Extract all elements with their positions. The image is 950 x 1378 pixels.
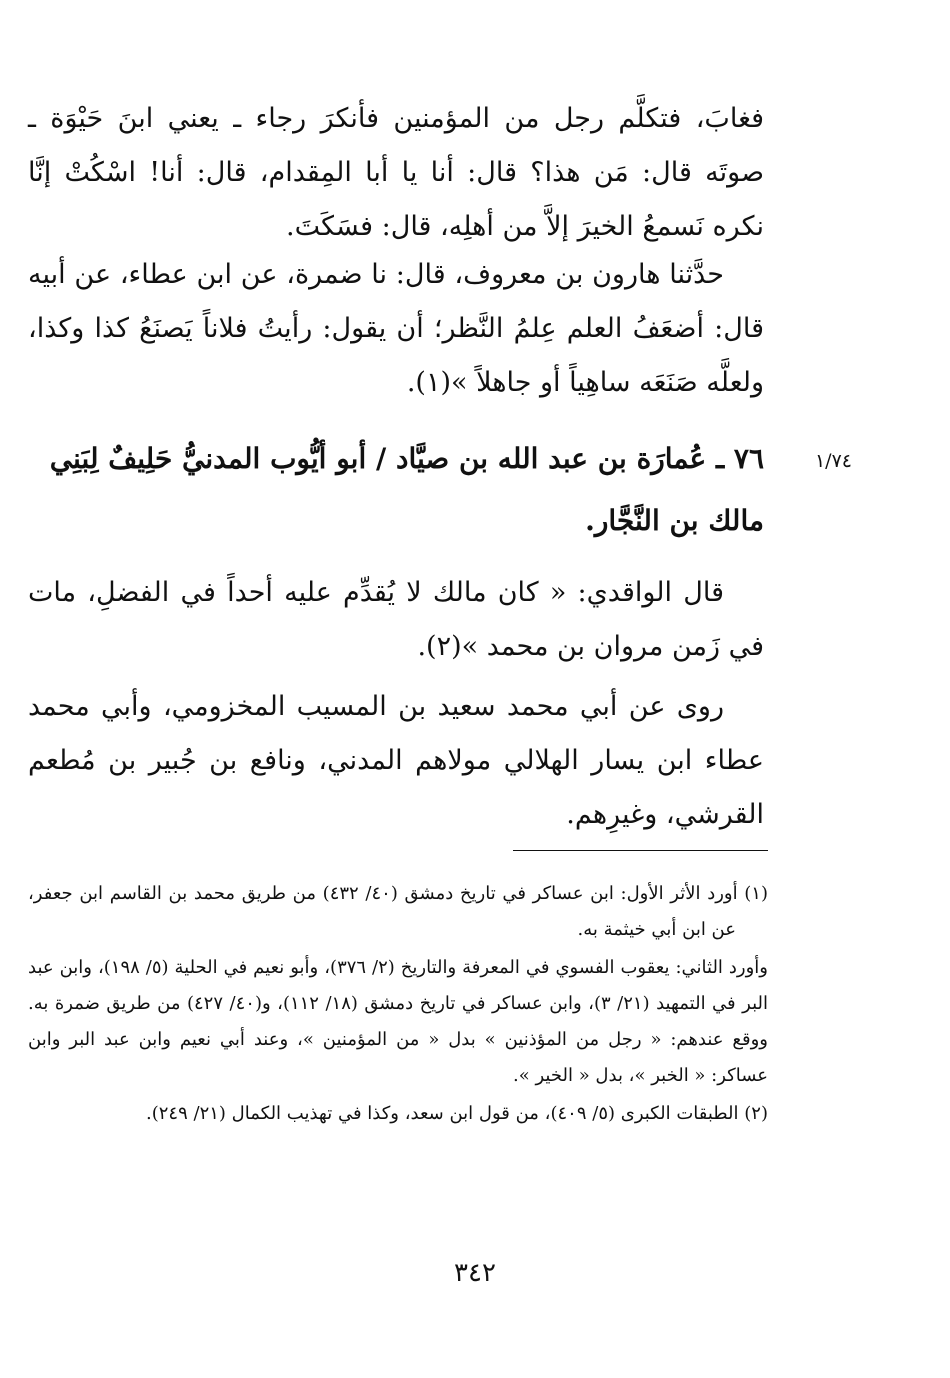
page-number: ٣٤٢ <box>454 1258 496 1288</box>
footnotes <box>28 876 768 1134</box>
paragraph-4: روى عن أبي محمد سعيد بن المسيب المخزومي، وأبي محمد عطاء ابن يسار الهلالي مولاهم المدني، ونافع بن جُبير بن مُطعم القرشي، وغيرِهم. <box>28 691 764 830</box>
paragraph-2: حدَّثنا هارون بن معروف، قال: نا ضمرة، عن ابن عطاء، عن أبيه قال: أضعَفُ العلم عِلمُ النَّظر؛ أن يقول: رأيتُ فلاناً يَصنَعُ كذا وكذا، ولعلَّه صَنَعَه ساهِياً أو جاهلاً »(١). <box>28 259 764 398</box>
paragraph-1: فغابَ، فتكلَّم رجل من المؤمنين فأنكرَ رجاء ـ يعني ابنَ حَيْوَة ـ صوتَه قال: مَن هذا؟ قال: أنا يا أبا المِقدام، قال: أنا! اسْكُتْ إنَّا نكره نَسمعُ الخيرَ إلاَّ من أهلِه، قال: فسَكَتَ. <box>28 103 764 242</box>
footnote-2: (٢) الطبقات الكبرى (٥/ ٤٠٩)، من قول ابن سعد، وكذا في تهذيب الكمال (٢١/ ٢٤٩). <box>146 1103 768 1124</box>
footnote-1: (١) أورد الأثر الأول: ابن عساكر في تاريخ دمشق (٤٠/ ٤٣٢) من طريق محمد بن القاسم ابن جعفر، عن ابن أبي خيثمة به. <box>28 883 768 940</box>
footnote-divider <box>513 850 768 851</box>
margin-reference: ١/٧٤ <box>814 450 852 472</box>
paragraph-3: قال الواقدي: « كان مالك لا يُقدِّم عليه أحداً في الفضلِ، مات في زَمن مروان بن محمد »(٢). <box>28 577 764 662</box>
entry-heading: ٧٦ ـ عُمارَة بن عبد الله بن صيَّاد / أبو أيُّوب المدنيُّ حَلِيفٌ لِبَنِي مالك بن النَّجَّار. <box>49 442 764 537</box>
footnote-1-continued: وأورد الثاني: يعقوب الفسوي في المعرفة والتاريخ (٢/ ٣٧٦)، وأبو نعيم في الحلية (٥/ ١٩٨)، وابن عبد البر في التمهيد (٢١/ ٣)، وابن عساكر في تاريخ دمشق (١٨/ ١١٢)، و(٤٠/ ٤٢٧) من طريق ضمرة به. ووقع عندهم: « رجل من المؤذنين » بدل « من المؤمنين »، وعند أبي نعيم وابن عبد البر وابن عساكر: « الخبر »، بدل « الخير ». <box>28 957 768 1086</box>
